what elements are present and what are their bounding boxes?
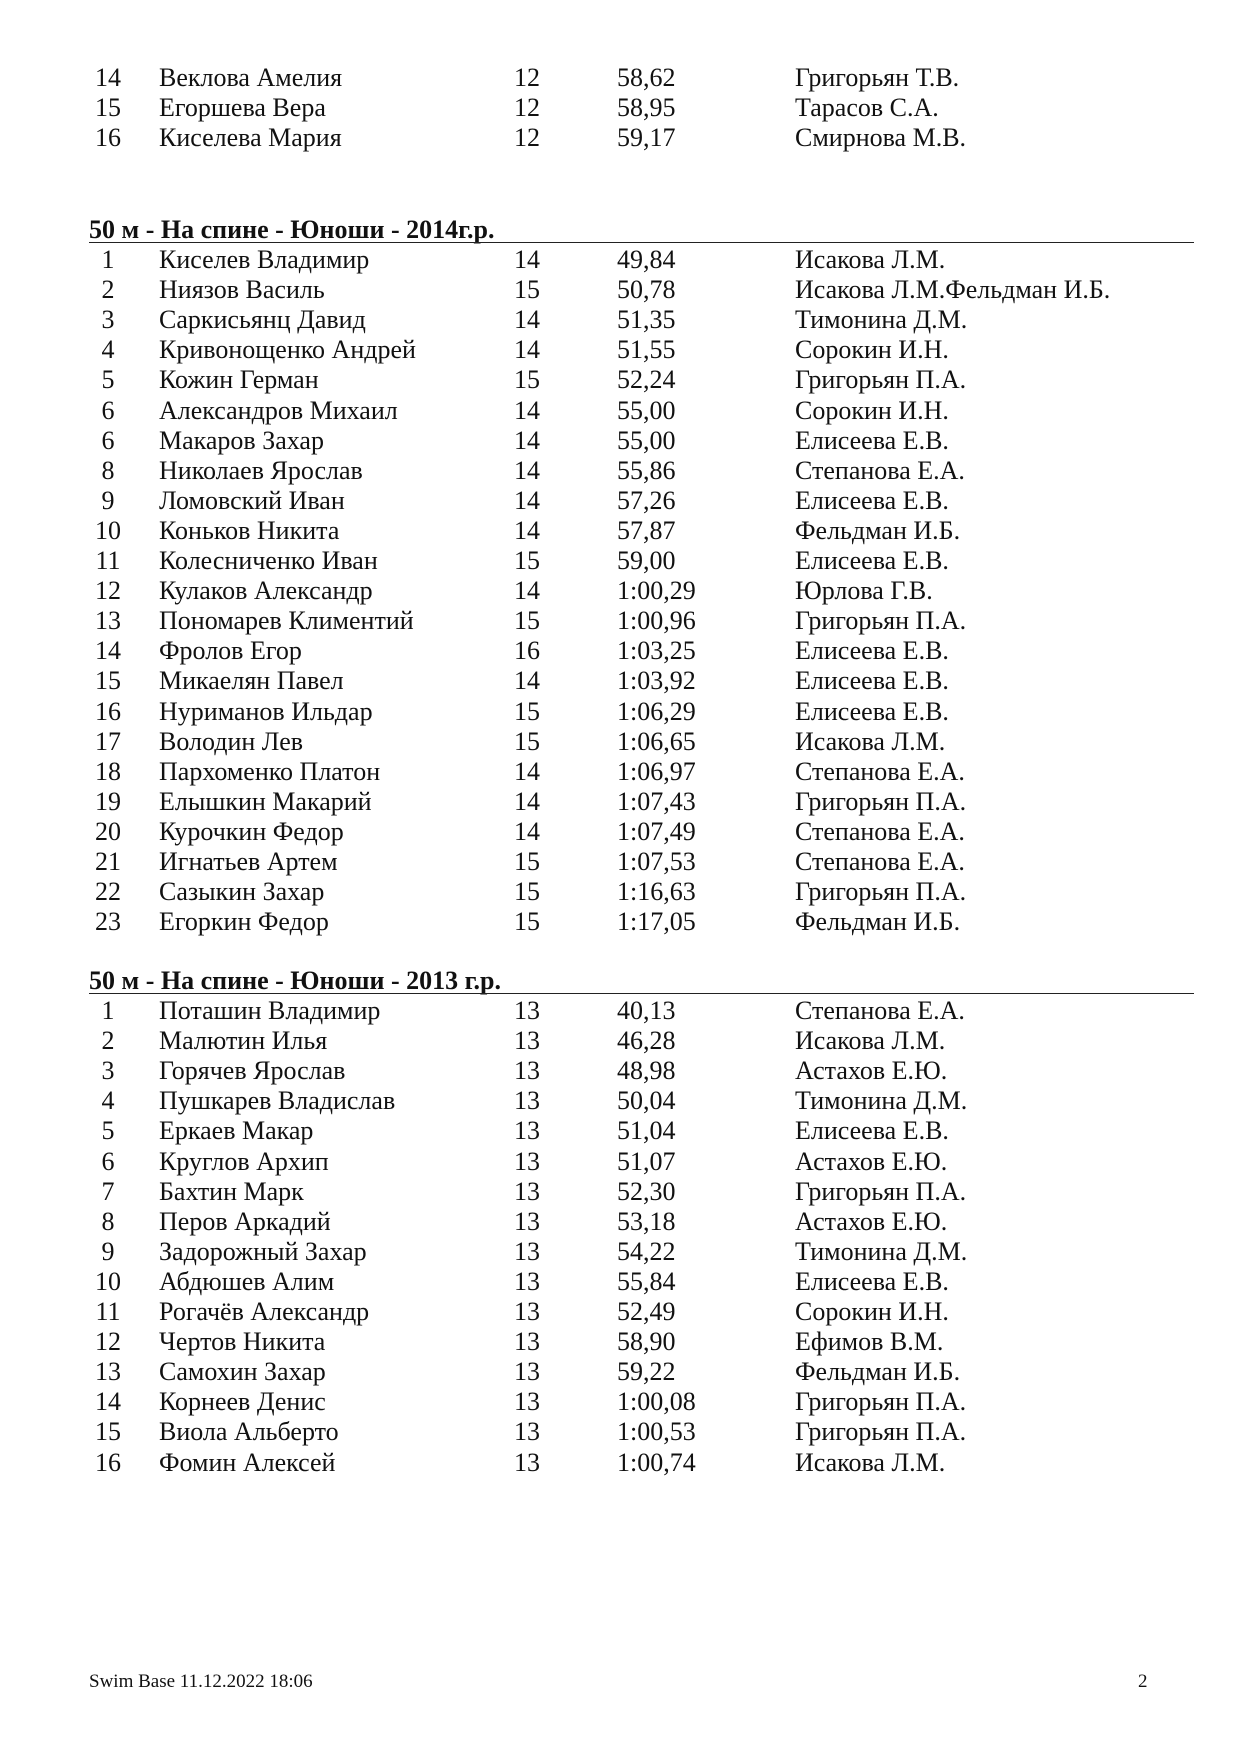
swimmer-name-cell: Микаелян Павел <box>159 666 344 696</box>
table-row <box>0 1295 1241 1329</box>
result-time-cell: 53,18 <box>617 1206 676 1236</box>
coach-cell: Ефимов В.М. <box>795 1327 944 1357</box>
coach-cell: Григорьян Т.В. <box>795 63 960 92</box>
place-cell: 8 <box>101 455 115 485</box>
birth-year-cell: 14 <box>514 455 540 485</box>
coach-cell: Степанова Е.А. <box>795 847 965 876</box>
table-row <box>0 1385 1241 1419</box>
swimmer-name-cell: Горячев Ярослав <box>159 1056 346 1086</box>
coach-cell: Елисеева Е.В. <box>795 485 949 515</box>
birth-year-cell: 14 <box>514 576 540 606</box>
table-row <box>0 755 1241 789</box>
coach-cell: Тимонина Д.М. <box>795 1236 968 1266</box>
birth-year-cell: 14 <box>514 515 540 545</box>
birth-year-cell: 14 <box>514 666 540 696</box>
result-time-cell: 54,22 <box>617 1236 676 1266</box>
birth-year-cell: 13 <box>514 1026 540 1056</box>
coach-cell: Сорокин И.Н. <box>795 335 949 365</box>
table-row <box>0 1175 1241 1209</box>
result-time-cell: 1:00,29 <box>617 576 696 606</box>
birth-year-cell: 15 <box>514 907 540 937</box>
place-cell: 1 <box>101 996 115 1025</box>
birth-year-cell: 13 <box>514 1086 540 1116</box>
birth-year-cell: 13 <box>514 1146 540 1176</box>
birth-year-cell: 15 <box>514 546 540 575</box>
table-row <box>0 1355 1241 1389</box>
birth-year-cell: 13 <box>514 1056 540 1086</box>
birth-year-cell: 12 <box>514 93 540 123</box>
swimmer-name-cell: Бахтин Марк <box>159 1176 304 1206</box>
birth-year-cell: 15 <box>514 847 540 876</box>
coach-cell: Смирнова М.В. <box>795 123 967 153</box>
swimmer-name-cell: Чертов Никита <box>159 1327 326 1357</box>
swimmer-name-cell: Перов Аркадий <box>159 1206 331 1236</box>
result-time-cell: 58,90 <box>617 1327 676 1357</box>
place-cell: 2 <box>101 1026 115 1056</box>
birth-year-cell: 14 <box>514 395 540 425</box>
coach-cell: Фельдман И.Б. <box>795 907 961 937</box>
swimmer-name-cell: Пономарев Климентий <box>159 606 414 636</box>
table-row <box>0 1205 1241 1239</box>
table-row <box>0 574 1241 608</box>
swimmer-name-cell: Николаев Ярослав <box>159 455 363 485</box>
page-number: 2 <box>1138 1671 1148 1692</box>
place-cell: 19 <box>95 786 121 816</box>
result-time-cell: 1:16,63 <box>617 877 696 907</box>
place-cell: 9 <box>101 1236 115 1266</box>
table-row <box>0 725 1241 759</box>
birth-year-cell: 13 <box>514 1327 540 1357</box>
birth-year-cell: 14 <box>514 245 540 274</box>
table-row <box>0 243 1241 277</box>
result-time-cell: 1:06,97 <box>617 756 696 786</box>
table-row <box>0 785 1241 819</box>
coach-cell: Исакова Л.М.Фельдман И.Б. <box>795 275 1111 305</box>
result-time-cell: 1:07,53 <box>617 847 696 876</box>
result-time-cell: 1:00,74 <box>617 1447 696 1477</box>
birth-year-cell: 16 <box>514 636 540 666</box>
result-time-cell: 50,04 <box>617 1086 676 1116</box>
result-time-cell: 59,00 <box>617 546 676 575</box>
result-time-cell: 1:07,43 <box>617 786 696 816</box>
birth-year-cell: 13 <box>514 1387 540 1417</box>
birth-year-cell: 14 <box>514 425 540 455</box>
coach-cell: Фельдман И.Б. <box>795 515 961 545</box>
place-cell: 15 <box>95 93 121 123</box>
place-cell: 14 <box>95 1387 121 1417</box>
swimmer-name-cell: Елышкин Макарий <box>159 786 372 816</box>
coach-cell: Елисеева Е.В. <box>795 425 949 455</box>
swimmer-name-cell: Виола Альберто <box>159 1417 339 1447</box>
place-cell: 8 <box>101 1206 115 1236</box>
place-cell: 15 <box>95 1417 121 1447</box>
result-time-cell: 55,84 <box>617 1266 676 1296</box>
table-row <box>0 905 1241 939</box>
result-time-cell: 59,22 <box>617 1357 676 1387</box>
swimmer-name-cell: Веклова Амелия <box>159 63 343 92</box>
table-row <box>0 514 1241 548</box>
table-row <box>0 1024 1241 1058</box>
place-cell: 23 <box>95 907 121 937</box>
place-cell: 6 <box>101 1146 115 1176</box>
coach-cell: Григорьян П.А. <box>795 365 967 395</box>
coach-cell: Юрлова Г.В. <box>795 576 933 606</box>
result-time-cell: 52,30 <box>617 1176 676 1206</box>
result-time-cell: 46,28 <box>617 1026 676 1056</box>
birth-year-cell: 13 <box>514 1236 540 1266</box>
result-time-cell: 50,78 <box>617 275 676 305</box>
coach-cell: Астахов Е.Ю. <box>795 1056 948 1086</box>
birth-year-cell: 14 <box>514 335 540 365</box>
birth-year-cell: 13 <box>514 1417 540 1447</box>
place-cell: 10 <box>95 1266 121 1296</box>
table-row <box>0 1325 1241 1359</box>
result-time-cell: 51,07 <box>617 1146 676 1176</box>
result-time-cell: 55,00 <box>617 425 676 455</box>
swimmer-name-cell: Игнатьев Артем <box>159 847 338 876</box>
coach-cell: Григорьян П.А. <box>795 1176 967 1206</box>
table-row <box>0 394 1241 428</box>
table-row <box>0 424 1241 458</box>
result-time-cell: 55,86 <box>617 455 676 485</box>
table-row <box>0 845 1241 879</box>
swimmer-name-cell: Самохин Захар <box>159 1357 326 1387</box>
place-cell: 3 <box>101 1056 115 1086</box>
place-cell: 22 <box>95 877 121 907</box>
table-row <box>0 273 1241 307</box>
table-row <box>0 1446 1241 1480</box>
coach-cell: Исакова Л.М. <box>795 726 946 756</box>
coach-cell: Астахов Е.Ю. <box>795 1146 948 1176</box>
result-time-cell: 55,00 <box>617 395 676 425</box>
result-time-cell: 1:00,53 <box>617 1417 696 1447</box>
birth-year-cell: 14 <box>514 786 540 816</box>
coach-cell: Григорьян П.А. <box>795 877 967 907</box>
coach-cell: Тимонина Д.М. <box>795 305 968 335</box>
swimmer-name-cell: Егоркин Федор <box>159 907 329 937</box>
swimmer-name-cell: Кожин Герман <box>159 365 319 395</box>
birth-year-cell: 14 <box>514 756 540 786</box>
coach-cell: Степанова Е.А. <box>795 816 965 846</box>
swimmer-name-cell: Макаров Захар <box>159 425 324 455</box>
coach-cell: Григорьян П.А. <box>795 786 967 816</box>
swimmer-name-cell: Киселева Мария <box>159 123 342 153</box>
table-row <box>0 875 1241 909</box>
result-time-cell: 59,17 <box>617 123 676 153</box>
swimmer-name-cell: Курочкин Федор <box>159 816 344 846</box>
place-cell: 1 <box>101 245 115 274</box>
result-time-cell: 51,55 <box>617 335 676 365</box>
coach-cell: Сорокин И.Н. <box>795 395 949 425</box>
place-cell: 11 <box>95 1297 121 1326</box>
swimmer-name-cell: Фомин Алексей <box>159 1447 336 1477</box>
table-row <box>0 303 1241 337</box>
birth-year-cell: 15 <box>514 606 540 636</box>
table-row <box>0 363 1241 397</box>
swimmer-name-cell: Пушкарев Владислав <box>159 1086 396 1116</box>
place-cell: 5 <box>101 365 115 395</box>
swimmer-name-cell: Круглов Архип <box>159 1146 329 1176</box>
coach-cell: Степанова Е.А. <box>795 996 965 1025</box>
place-cell: 12 <box>95 1327 121 1357</box>
table-row <box>0 695 1241 729</box>
coach-cell: Тарасов С.А. <box>795 93 939 123</box>
place-cell: 5 <box>101 1116 115 1146</box>
result-time-cell: 1:03,92 <box>617 666 696 696</box>
swimmer-name-cell: Кривонощенко Андрей <box>159 335 416 365</box>
table-row <box>0 664 1241 698</box>
birth-year-cell: 15 <box>514 275 540 305</box>
birth-year-cell: 13 <box>514 1297 540 1326</box>
place-cell: 16 <box>95 1447 121 1477</box>
coach-cell: Степанова Е.А. <box>795 756 965 786</box>
place-cell: 13 <box>95 1357 121 1387</box>
table-row <box>0 604 1241 638</box>
swimmer-name-cell: Саркисьянц Давид <box>159 305 366 335</box>
swimmer-name-cell: Фролов Егор <box>159 636 302 666</box>
coach-cell: Елисеева Е.В. <box>795 666 949 696</box>
place-cell: 4 <box>101 1086 115 1116</box>
result-time-cell: 48,98 <box>617 1056 676 1086</box>
birth-year-cell: 14 <box>514 816 540 846</box>
table-row <box>0 544 1241 578</box>
place-cell: 15 <box>95 666 121 696</box>
result-time-cell: 51,35 <box>617 305 676 335</box>
table-row <box>0 1235 1241 1269</box>
place-cell: 6 <box>101 425 115 455</box>
place-cell: 12 <box>95 576 121 606</box>
place-cell: 6 <box>101 395 115 425</box>
place-cell: 3 <box>101 305 115 335</box>
swimmer-name-cell: Александров Михаил <box>159 395 398 425</box>
table-row <box>0 121 1241 155</box>
swimmer-name-cell: Сазыкин Захар <box>159 877 325 907</box>
result-time-cell: 49,84 <box>617 245 676 274</box>
swimmer-name-cell: Абдюшев Алим <box>159 1266 335 1296</box>
place-cell: 18 <box>95 756 121 786</box>
coach-cell: Елисеева Е.В. <box>795 696 949 726</box>
coach-cell: Исакова Л.М. <box>795 245 946 274</box>
swimmer-name-cell: Малютин Илья <box>159 1026 328 1056</box>
coach-cell: Астахов Е.Ю. <box>795 1206 948 1236</box>
place-cell: 20 <box>95 816 121 846</box>
swimmer-name-cell: Володин Лев <box>159 726 304 756</box>
coach-cell: Тимонина Д.М. <box>795 1086 968 1116</box>
coach-cell: Исакова Л.М. <box>795 1447 946 1477</box>
result-time-cell: 1:17,05 <box>617 907 696 937</box>
table-row <box>0 1415 1241 1449</box>
coach-cell: Елисеева Е.В. <box>795 1116 949 1146</box>
place-cell: 17 <box>95 726 121 756</box>
birth-year-cell: 15 <box>514 696 540 726</box>
coach-cell: Степанова Е.А. <box>795 455 965 485</box>
swimmer-name-cell: Рогачёв Александр <box>159 1297 370 1326</box>
coach-cell: Исакова Л.М. <box>795 1026 946 1056</box>
place-cell: 10 <box>95 515 121 545</box>
table-row <box>0 333 1241 367</box>
result-time-cell: 1:07,49 <box>617 816 696 846</box>
result-time-cell: 1:00,08 <box>617 1387 696 1417</box>
result-time-cell: 57,87 <box>617 515 676 545</box>
table-row <box>0 1084 1241 1118</box>
table-row <box>0 815 1241 849</box>
swimmer-name-cell: Колесниченко Иван <box>159 546 378 575</box>
coach-cell: Фельдман И.Б. <box>795 1357 961 1387</box>
result-time-cell: 1:00,96 <box>617 606 696 636</box>
swimmer-name-cell: Поташин Владимир <box>159 996 381 1025</box>
table-row <box>0 1265 1241 1299</box>
swimmer-name-cell: Корнеев Денис <box>159 1387 326 1417</box>
place-cell: 11 <box>95 546 121 575</box>
result-time-cell: 52,24 <box>617 365 676 395</box>
birth-year-cell: 13 <box>514 1266 540 1296</box>
table-row <box>0 91 1241 125</box>
place-cell: 16 <box>95 696 121 726</box>
swimmer-name-cell: Киселев Владимир <box>159 245 370 274</box>
place-cell: 9 <box>101 485 115 515</box>
place-cell: 13 <box>95 606 121 636</box>
swimmer-name-cell: Еркаев Макар <box>159 1116 314 1146</box>
place-cell: 14 <box>95 636 121 666</box>
table-row <box>0 994 1241 1028</box>
table-row <box>0 1114 1241 1148</box>
section-title: 50 м - На спине - Юноши - 2014г.р. <box>89 215 495 244</box>
coach-cell: Григорьян П.А. <box>795 606 967 636</box>
result-time-cell: 57,26 <box>617 485 676 515</box>
birth-year-cell: 15 <box>514 726 540 756</box>
section-title: 50 м - На спине - Юноши - 2013 г.р. <box>89 966 501 995</box>
result-time-cell: 52,49 <box>617 1297 676 1326</box>
birth-year-cell: 13 <box>514 996 540 1025</box>
coach-cell: Григорьян П.А. <box>795 1387 967 1417</box>
swimmer-name-cell: Ломовский Иван <box>159 485 345 515</box>
coach-cell: Елисеева Е.В. <box>795 546 949 575</box>
place-cell: 16 <box>95 123 121 153</box>
place-cell: 4 <box>101 335 115 365</box>
birth-year-cell: 12 <box>514 63 540 92</box>
place-cell: 14 <box>95 63 121 92</box>
birth-year-cell: 15 <box>514 877 540 907</box>
table-row <box>0 634 1241 668</box>
birth-year-cell: 13 <box>514 1116 540 1146</box>
result-time-cell: 1:06,29 <box>617 696 696 726</box>
coach-cell: Елисеева Е.В. <box>795 636 949 666</box>
birth-year-cell: 14 <box>514 485 540 515</box>
birth-year-cell: 14 <box>514 305 540 335</box>
result-time-cell: 1:03,25 <box>617 636 696 666</box>
coach-cell: Елисеева Е.В. <box>795 1266 949 1296</box>
table-row <box>0 454 1241 488</box>
swimmer-name-cell: Нуриманов Ильдар <box>159 696 373 726</box>
swimmer-name-cell: Кулаков Александр <box>159 576 373 606</box>
swimmer-name-cell: Пархоменко Платон <box>159 756 381 786</box>
birth-year-cell: 13 <box>514 1447 540 1477</box>
birth-year-cell: 15 <box>514 365 540 395</box>
table-row <box>0 484 1241 518</box>
swimmer-name-cell: Коньков Никита <box>159 515 340 545</box>
place-cell: 21 <box>95 847 121 876</box>
footer-source: Swim Base 11.12.2022 18:06 <box>89 1671 313 1692</box>
birth-year-cell: 13 <box>514 1206 540 1236</box>
result-time-cell: 40,13 <box>617 996 676 1025</box>
table-row <box>0 1054 1241 1088</box>
birth-year-cell: 12 <box>514 123 540 153</box>
swimmer-name-cell: Ниязов Василь <box>159 275 325 305</box>
table-row <box>0 61 1241 95</box>
swimmer-name-cell: Егоршева Вера <box>159 93 326 123</box>
coach-cell: Сорокин И.Н. <box>795 1297 949 1326</box>
birth-year-cell: 13 <box>514 1176 540 1206</box>
place-cell: 7 <box>101 1176 115 1206</box>
result-time-cell: 58,62 <box>617 63 676 92</box>
result-time-cell: 58,95 <box>617 93 676 123</box>
result-time-cell: 1:06,65 <box>617 726 696 756</box>
swimmer-name-cell: Задорожный Захар <box>159 1236 367 1266</box>
place-cell: 2 <box>101 275 115 305</box>
table-row <box>0 1145 1241 1179</box>
result-time-cell: 51,04 <box>617 1116 676 1146</box>
coach-cell: Григорьян П.А. <box>795 1417 967 1447</box>
birth-year-cell: 13 <box>514 1357 540 1387</box>
